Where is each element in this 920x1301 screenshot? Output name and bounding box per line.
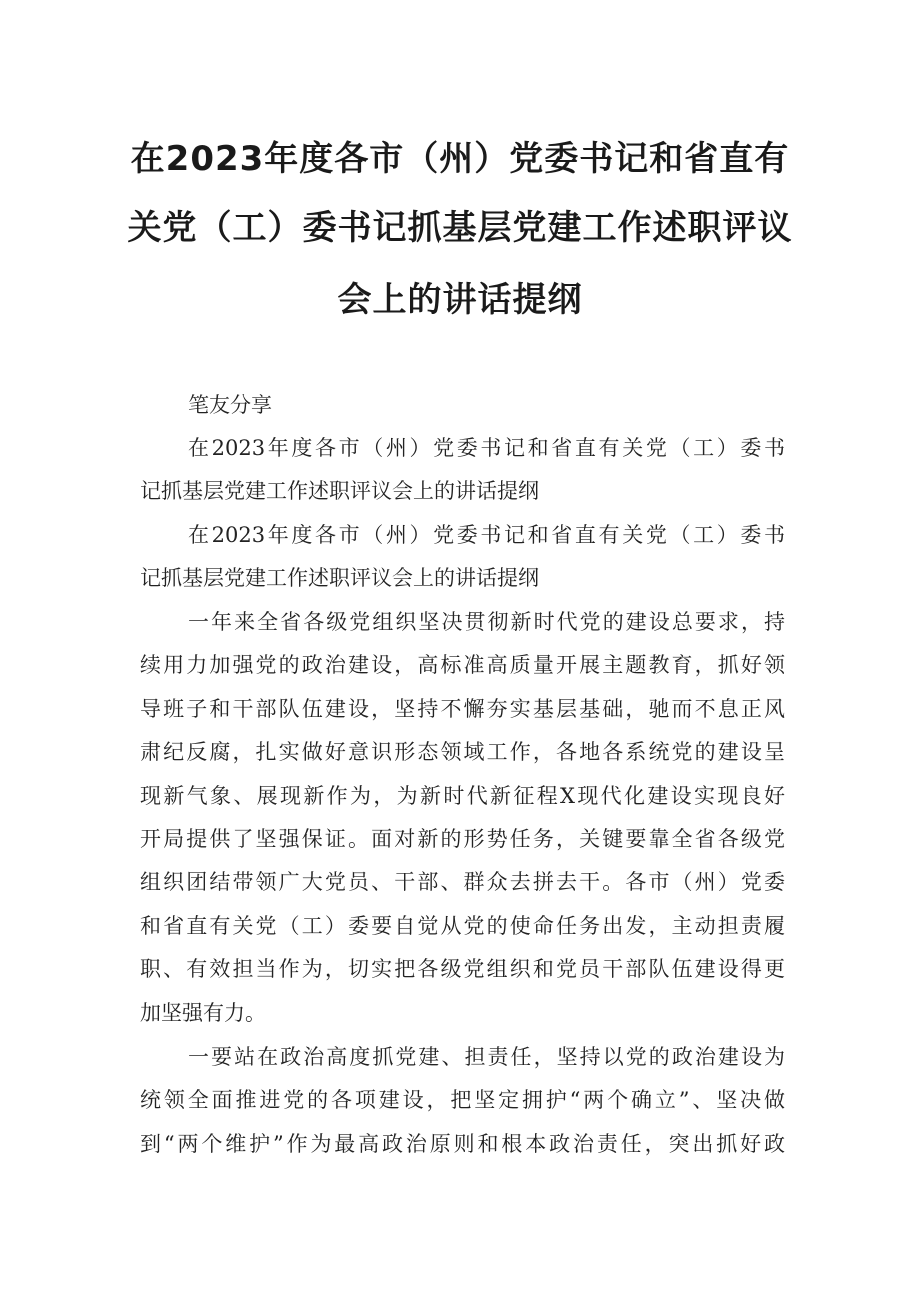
author-label: 笔友分享 [188,393,272,417]
body-line: 开局提供了坚强保证。面对新的形势任务，关键要靠全省各级党 [140,827,785,851]
body-line: 在2023年度各市（州）党委书记和省直有关党（工）委书 [188,523,785,547]
body-line: 职、有效担当作为，切实把各级党组织和党员干部队伍建设得更 [140,957,785,981]
body-line: 肃纪反腐，扎实做好意识形态领域工作，各地各系统党的建设呈 [140,740,785,764]
body-line: 一年来全省各级党组织坚决贯彻新时代党的建设总要求，持 [188,610,785,634]
body-line: 加坚强有力。 [140,1001,266,1025]
body-line: 导班子和干部队伍建设，坚持不懈夯实基层基础，驰而不息正风 [140,697,785,721]
body-line: 续用力加强党的政治建设，高标准高质量开展主题教育，抓好领 [140,653,785,677]
body-line: 统领全面推进党的各项建设，把坚定拥护“两个确立”、坚决做 [140,1088,785,1112]
document-title-line-2: 关党（工）委书记抓基层党建工作述职评议 [127,208,793,248]
document-title-line-1: 在2023年度各市（州）党委书记和省直有 [130,139,790,179]
body-line: 一要站在政治高度抓党建、担责任，坚持以党的政治建设为 [188,1045,785,1069]
body-line: 在2023年度各市（州）党委书记和省直有关党（工）委书 [188,436,785,460]
body-line: 记抓基层党建工作述职评议会上的讲话提纲 [140,566,539,590]
body-line: 现新气象、展现新作为，为新时代新征程X现代化建设实现良好 [140,784,785,808]
body-line: 到“两个维护”作为最高政治原则和根本政治责任，突出抓好政 [140,1132,785,1156]
document-title-line-3: 会上的讲话提纲 [337,280,583,320]
body-line: 和省直有关党（工）委要自觉从党的使命任务出发，主动担责履 [140,914,785,938]
body-line: 组织团结带领广大党员、干部、群众去拼去干。各市（州）党委 [140,870,785,894]
body-line: 记抓基层党建工作述职评议会上的讲话提纲 [140,479,539,503]
